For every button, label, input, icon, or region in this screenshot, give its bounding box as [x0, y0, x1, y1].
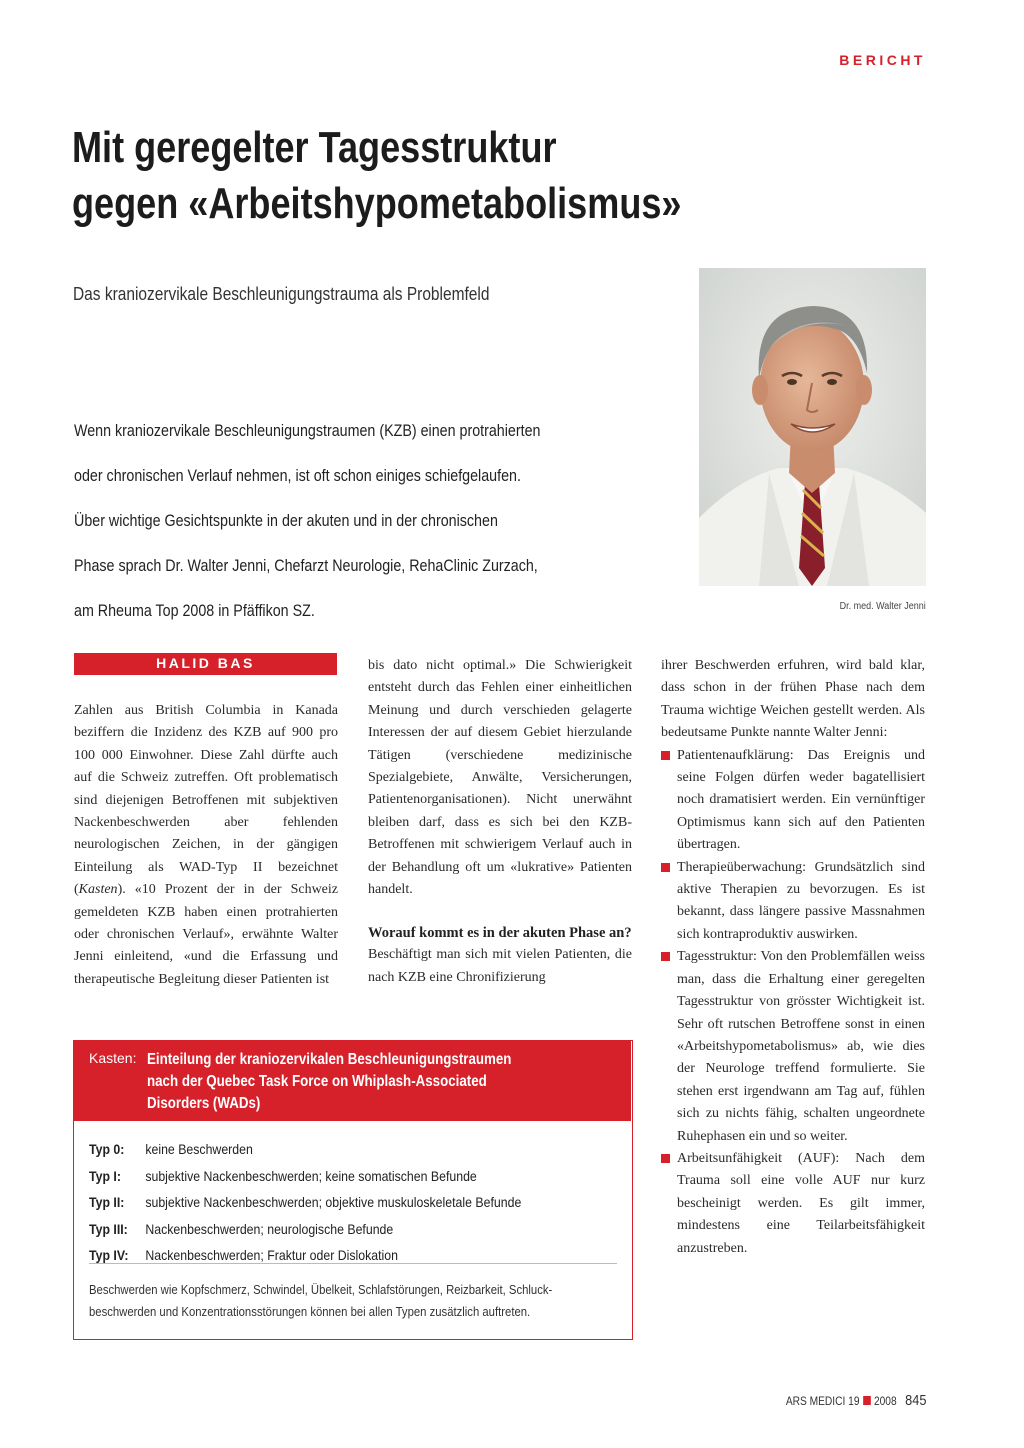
body-paragraph: ihrer Beschwerden erfuhren, wird bald klar, dass schon in der frühen Phase nach dem Trauma wichtige Weichen gestellt werden. Als bedeutsame Punkte nannte Walter Jenni:	[661, 658, 925, 741]
wad-type-description: Nackenbeschwerden; Fraktur oder Dislokation	[145, 1247, 399, 1263]
wad-type-row	[89, 1141, 582, 1168]
lead-line: Wenn kraniozervikale Beschleunigungstraumen (KZB) einen protrahierten	[74, 421, 541, 440]
wad-type-row	[89, 1168, 582, 1195]
wad-type-label: Typ 0:	[89, 1141, 125, 1157]
wad-type-label: Typ III:	[89, 1220, 128, 1237]
lead-line: oder chronischen Verlauf nehmen, ist oft schon einiges schiefgelaufen.	[74, 466, 521, 485]
photo-caption: Dr. med. Walter Jenni	[839, 601, 926, 612]
section-label: BERICHT	[839, 52, 926, 68]
wad-type-row	[89, 1194, 582, 1221]
portrait-illustration	[699, 268, 926, 586]
article-subtitle: Das kraniozervikale Beschleunigungstrauma als Problemfeld	[73, 284, 490, 304]
body-paragraph: bis dato nicht optimal.» Die Schwierigkeit entsteht durch das Fehlen einer einheitlichen Meinung und durch verschieden gelagerte Interessen der auf diesem Gebiet hierzulande Tätigen (verschiedene medizinische Spezialgebiete, Anwälte, Versicherungen, Patientenorganisationen). Nicht unerwähnt bleiben darf, dass es sich bei den KZB-Betroffenen mit schwierigem Verlauf auch in der Behandlung oft um «lukrative» Patienten handelt.	[368, 658, 632, 898]
wad-type-description: subjektive Nackenbeschwerden; objektive muskuloskeletale Befunde	[145, 1194, 522, 1210]
bullet-item: Arbeitsunfähigkeit (AUF): Nach dem Trauma soll eine volle AUF nur kurz bescheinigt werden. Es gilt immer, mindestens eine Teilarbeitsfähigkeit anzustreben.	[661, 1148, 925, 1260]
bullet-item: Therapieüberwachung: Grundsätzlich sind aktive Therapien zu bevorzugen. Es ist bekannt, dass längere passive Massnahmen sich kontraproduktiv auswirken.	[661, 857, 925, 947]
square-bullet-icon	[862, 1396, 870, 1405]
body-paragraph: Beschäftigt man sich mit vielen Patienten, die nach KZB eine Chronifizierung	[368, 947, 632, 985]
body-text: Zahlen aus British Columbia in Kanada beziffern die Inzidenz des KZB auf 900 pro 100 000 Einwohner. Diese Zahl dürfte auch auf die Schweiz zutreffen. Oft problematisch sind diejenigen Betroffenen mit subjektiven Nackenbeschwerden aber fehlenden neurologischen Zeichen, in der gängigen Einteilung als WAD-Typ II bezeichnet (	[74, 703, 338, 898]
lead-paragraph	[74, 408, 612, 633]
title-line-2: gegen «Arbeitshypometabolismus»	[72, 179, 682, 228]
wad-type-description: Nackenbeschwerden; neurologische Befunde	[145, 1220, 394, 1237]
box-title-line: Einteilung der kraniozervikalen Beschleunigungstraumen	[147, 1051, 512, 1068]
bullet-item: Patientenaufklärung: Das Ereignis und seine Folgen dürfen weder bagatellisiert noch dramatisiert werden. Ein vernünftiger Optimismus kann sich auf den Patienten übertragen.	[661, 745, 925, 857]
author-bar	[74, 653, 337, 675]
box-title-line: nach der Quebec Task Force on Whiplash-Associated	[147, 1073, 487, 1090]
article-title	[72, 120, 695, 232]
classification-box	[73, 1040, 633, 1340]
kasten-reference: Kasten	[78, 882, 118, 898]
title-line-1: Mit geregelter Tagesstruktur	[72, 123, 557, 172]
body-text: ). «10 Prozent der in der Schweiz gemeldeten KZB haben einen protrahierten oder chronischen Verlauf», erwähnte Walter Jenni einleitend, «und die Erfassung und therapeutische Begleitung dieser Patienten ist	[74, 882, 338, 987]
wad-type-list	[89, 1141, 582, 1274]
page-number: 845	[904, 1392, 926, 1409]
box-title	[147, 1049, 629, 1115]
wad-type-label: Typ II:	[89, 1194, 125, 1210]
journal-name: ARS MEDICI 19	[785, 1394, 860, 1408]
box-footnote-line: Beschwerden wie Kopfschmerz, Schwindel, Übelkeit, Schlafstörungen, Reizbarkeit, Schluck-	[89, 1282, 553, 1297]
section-subheading: Worauf kommt es in der akuten Phase an?	[368, 925, 632, 942]
author-name: HALID BAS	[156, 655, 255, 671]
body-paragraph	[74, 700, 338, 991]
wad-type-row	[89, 1247, 582, 1274]
page-footer	[785, 1392, 926, 1409]
box-title-line: Disorders (WADs)	[147, 1095, 261, 1112]
lead-line: Über wichtige Gesichtspunkte in der akuten und in der chronischen	[74, 511, 498, 530]
bullet-item: Tagesstruktur: Von den Problemfällen weiss man, dass die Erhaltung einer geregelten Tagesstruktur von grösster Wichtigkeit ist. Sehr oft rutschen Betroffene sonst in einen «Arbeitshypometabolismus» ab, wie dies der Neurologe treffend formulierte. Sie stehen erst irgendwann am Tag auf, fühlen sich zu nichts fähig, schalten ungeordnete Ruhephasen ein und so weiter.	[661, 946, 925, 1148]
body-column-3	[661, 655, 925, 1260]
box-footnote-line: beschwerden und Konzentrationsstörungen können bei allen Typen zusätzlich auftreten.	[89, 1304, 531, 1319]
wad-type-label: Typ I:	[89, 1167, 121, 1184]
journal-year: 2008	[873, 1394, 897, 1408]
wad-type-label: Typ IV:	[89, 1247, 129, 1263]
box-footnote	[89, 1279, 611, 1323]
box-label: Kasten:	[89, 1050, 137, 1066]
wad-type-description: keine Beschwerden	[145, 1141, 253, 1157]
body-column-2	[368, 655, 632, 989]
box-divider	[89, 1263, 617, 1264]
wad-type-description: subjektive Nackenbeschwerden; keine somatischen Befunde	[145, 1167, 477, 1184]
box-header	[74, 1041, 631, 1121]
lead-line: Phase sprach Dr. Walter Jenni, Chefarzt Neurologie, RehaClinic Zurzach,	[74, 556, 538, 575]
lead-line: am Rheuma Top 2008 in Pfäffikon SZ.	[74, 601, 315, 620]
wad-type-row	[89, 1221, 582, 1248]
author-portrait-photo	[699, 268, 926, 586]
body-column-1	[74, 700, 338, 991]
